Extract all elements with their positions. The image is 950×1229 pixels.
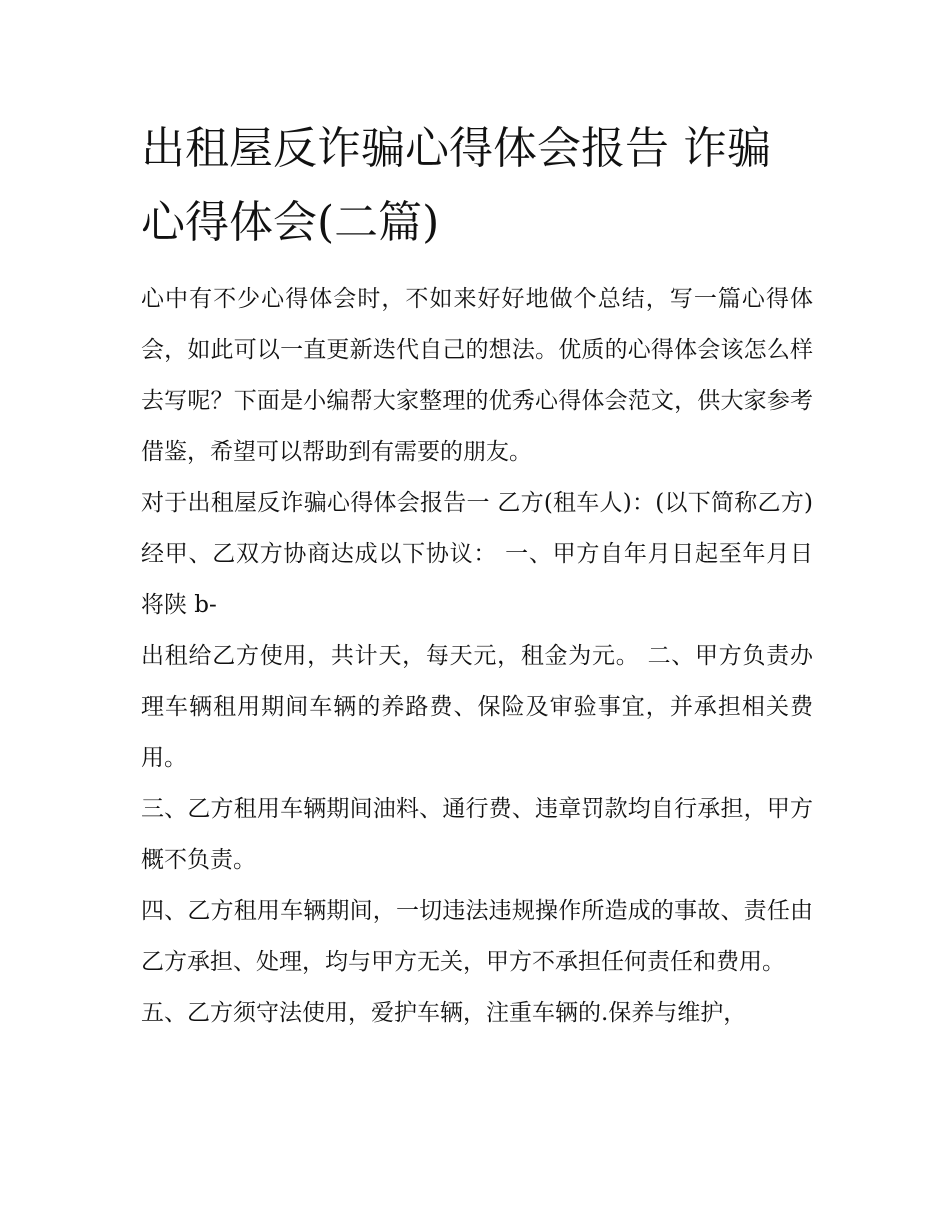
- paragraph-intro: 心中有不少心得体会时，不如来好好地做个总结，写一篇心得体会，如此可以一直更新迭代自己的想法。优质的心得体会该怎么样去写呢？下面是小编帮大家整理的优秀心得体会范文，供大家参考借鉴，希望可以帮助到有需要的朋友。: [141, 286, 813, 465]
- paragraph-clause-4: 四、乙方租用车辆期间，一切违法违规操作所造成的事故、责任由乙方承担、处理，均与甲方无关，甲方不承担任何责任和费用。: [141, 898, 813, 975]
- paragraph-agreement-intro: 对于出租屋反诈骗心得体会报告一 乙方(租车人)：(以下简称乙方) 经甲、乙双方协商达成以下协议： 一、甲方自年月日起至年月日将陕 b-: [141, 490, 813, 618]
- paragraph-clause-1-2: 出租给乙方使用，共计天，每天元，租金为元。 二、甲方负责办理车辆租用期间车辆的养路费、保险及审验事宜，并承担相关费用。: [141, 643, 813, 771]
- document-title: 出租屋反诈骗心得体会报告 诈骗 心得体会(二篇): [141, 123, 771, 248]
- document-page: [141, 112, 813, 1039]
- paragraph-clause-5: 五、乙方须守法使用，爱护车辆，注重车辆的.保养与维护，: [141, 1000, 747, 1026]
- paragraph-clause-3: 三、乙方租用车辆期间油料、通行费、违章罚款均自行承担，甲方概不负责。: [141, 796, 813, 873]
